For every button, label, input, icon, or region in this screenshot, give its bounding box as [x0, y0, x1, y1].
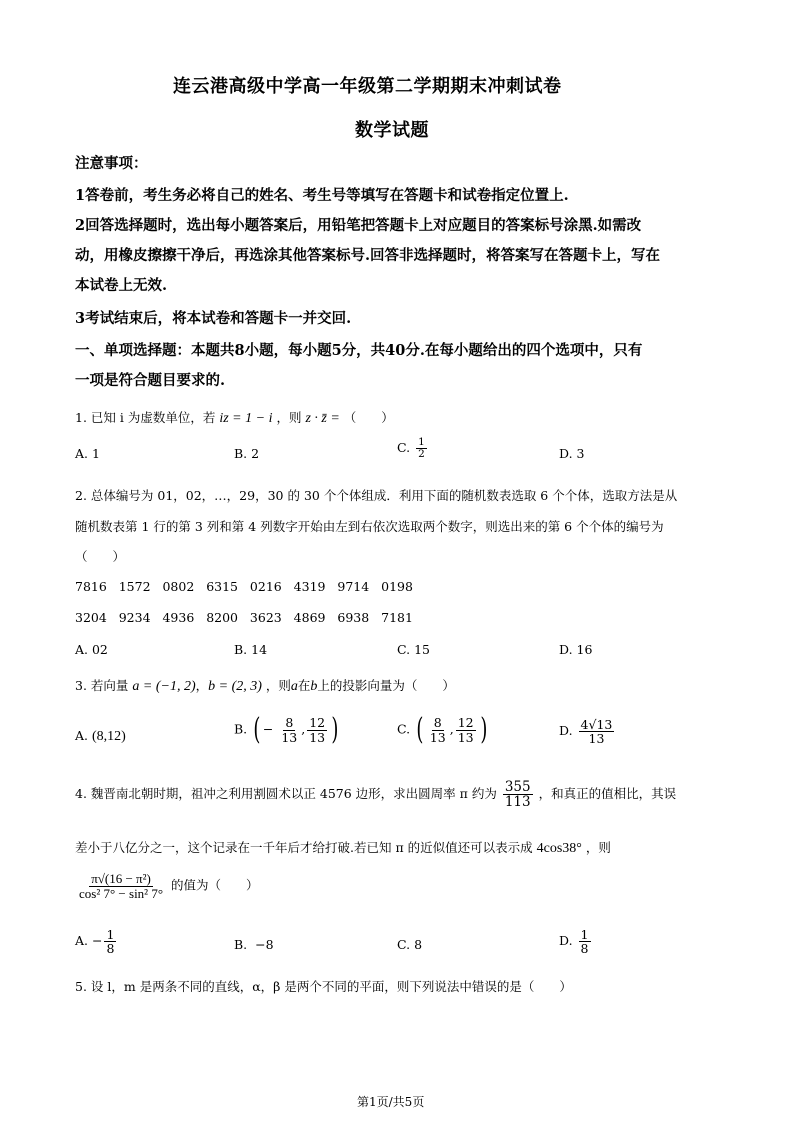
question-2-line-2: 随机数表第 1 行的第 3 列和第 4 列数字开始由左到右依次选取两个数字，则选出来的第 6 个个体的编号为: [75, 519, 664, 534]
q1-expr-1: iz = 1 − i: [219, 411, 273, 426]
q4-option-a-label: A.: [75, 933, 89, 949]
q3-option-d-label: D.: [559, 723, 573, 739]
question-4-line-3: [75, 872, 259, 900]
right-paren: ): [479, 712, 487, 747]
random-number-row-2: 3204 9234 4936 8200 3623 4869 6938 7181: [75, 610, 413, 625]
q4-line-3-text: 的值为（ ）: [171, 877, 259, 893]
q3-a-symbol: a: [290, 679, 298, 694]
minus-sign: −: [262, 721, 274, 737]
question-1: [75, 408, 394, 427]
section-heading-line-2: 一项是符合题目要求的.: [75, 372, 226, 389]
q1-option-d: D. 3: [559, 446, 585, 461]
q1-option-c-fraction: [416, 437, 427, 460]
question-5: 5. 设 l，m 是两条不同的直线，α，β 是两个不同的平面，则下列说法中错误的是（ ）: [75, 979, 572, 994]
fraction-numerator: 12: [309, 715, 326, 731]
q2-option-a: A. 02: [75, 642, 108, 657]
notice-item-2-line-1: 2回答选择题时，选出每小题答案后，用铅笔把答题卡上对应题目的答案标号涂黑.如需改: [75, 217, 642, 234]
q3-option-d-fraction: [579, 718, 615, 745]
q3-vector-b: b = (2, 3): [208, 679, 262, 694]
fraction-numerator: π√(16 − π²): [91, 871, 151, 886]
question-2-line-3: （ ）: [75, 549, 126, 564]
q1-option-c-label: C.: [397, 440, 411, 456]
fraction-numerator: 8: [285, 715, 294, 731]
q1-text-c: （ ）: [343, 410, 394, 425]
left-paren: (: [253, 712, 261, 747]
section-heading-line-1: 一、单项选择题：本题共8小题，每小题5分，共40分.在每小题给出的四个选项中，只有: [75, 342, 643, 359]
q3-text-d: 上的投影向量为（ ）: [317, 678, 455, 693]
q4-pi-fraction: [503, 780, 533, 809]
fraction-denominator: 8: [106, 941, 115, 957]
q3-option-a: [75, 728, 126, 745]
question-4-line-1: [75, 780, 676, 809]
q3-option-b-fraction-2: [307, 716, 327, 743]
fraction-denominator: 13: [588, 731, 605, 747]
q2-option-d: D. 16: [559, 642, 593, 657]
notice-item-2-line-3: 本试卷上无效.: [75, 277, 168, 294]
left-paren: (: [416, 712, 424, 747]
fraction-numerator: 1: [106, 927, 115, 942]
fraction-denominator: 13: [457, 729, 474, 745]
q4-option-a: [75, 928, 118, 955]
fraction-numerator: 1: [580, 927, 589, 942]
q4-option-c: C. 8: [397, 937, 423, 952]
page-title: 连云港高级中学高一年级第二学期期末冲刺试卷: [173, 76, 562, 97]
q3-option-b-label: B.: [234, 721, 248, 737]
fraction-numerator: 8: [433, 715, 442, 731]
q2-option-c: C. 15: [397, 642, 430, 657]
fraction-denominator: 8: [580, 941, 589, 957]
q3-text-b: ，则: [265, 678, 291, 693]
q4-option-d-fraction: [579, 928, 591, 955]
notice-heading: 注意事项：: [75, 155, 148, 172]
notice-item-2-line-2: 动，用橡皮擦擦干净后，再选涂其他答案标号.回答非选择题时，将答案写在答题卡上，写在: [75, 247, 661, 264]
q3-vector-a: a = (−1, 2): [132, 679, 196, 694]
fraction-denominator: 13: [281, 729, 298, 745]
fraction-denominator: cos² 7° − sin² 7°: [79, 885, 164, 901]
q1-option-a: A. 1: [75, 446, 100, 461]
q4-option-d-label: D.: [559, 933, 573, 949]
q3-b-symbol: b: [310, 679, 318, 694]
q4-line-1-text-b: ，和真正的值相比，其误: [538, 786, 677, 802]
q1-text-b: ，则: [276, 410, 302, 425]
q3-text-a: 3. 若向量: [75, 678, 129, 693]
fraction-numerator: 355: [504, 779, 531, 795]
q1-option-b: B. 2: [234, 446, 260, 461]
q3-separator: ，: [195, 678, 209, 693]
q4-line-1-text-a: 4. 魏晋南北朝时期，祖冲之利用割圆术以正 4576 边形，求出圆周率 π 约为: [75, 786, 497, 802]
fraction-denominator: 2: [418, 448, 425, 461]
q3-option-b: B. ( − $\frac{8}{13}$ , $\frac{12}{13}$ ): [234, 712, 339, 747]
fraction-numerator: 1: [418, 436, 425, 448]
right-paren: ): [331, 712, 339, 747]
q3-option-a-value: (8,12): [92, 729, 126, 744]
q3-option-c-fraction-2: [456, 716, 476, 743]
question-4-line-2: [75, 838, 611, 857]
random-number-row-1: 7816 1572 0802 6315 0216 4319 9714 0198: [75, 579, 413, 594]
q4-option-a-fraction: [104, 928, 116, 955]
notice-item-3: 3考试结束后，将本试卷和答题卡一并交回.: [75, 310, 352, 327]
question-2-line-1: 2. 总体编号为 01，02，…，29，30 的 30 个个体组成．利用下面的随机数表选取 6 个个体，选取方法是从: [75, 488, 678, 503]
fraction-numerator: 4√13: [580, 717, 613, 732]
q4-option-b: B. −8: [234, 937, 274, 952]
q2-option-b: B. 14: [234, 642, 268, 657]
fraction-denominator: 13: [429, 729, 446, 745]
q4-line-2-text-a: 差小于八亿分之一，这个记录在一千年后才给打破.若已知 π 的近似值还可以表示成: [75, 840, 533, 855]
q3-option-a-label: A.: [75, 728, 89, 743]
q4-main-fraction: [77, 872, 165, 900]
q3-option-d: [559, 718, 616, 745]
fraction-numerator: 12: [457, 715, 474, 731]
q4-line-2-text-b: ，则: [585, 840, 611, 855]
q3-text-c: 在: [297, 678, 311, 693]
page-subtitle: 数学试题: [355, 120, 429, 141]
question-3: [75, 676, 455, 695]
fraction-denominator: 113: [504, 794, 531, 811]
q3-option-c-label: C.: [397, 721, 411, 737]
q4-option-a-sign: −: [92, 933, 103, 949]
q1-text-a: 1. 已知 i 为虚数单位，若: [75, 410, 216, 425]
q3-option-c: C. ( $\frac{8}{13}$ , $\frac{12}{13}$ ): [397, 712, 487, 747]
q1-option-c: [397, 437, 429, 460]
fraction-denominator: 13: [309, 729, 326, 745]
q1-expr-2: z · z̄ =: [305, 411, 340, 426]
page-footer: 第1页/共5页: [357, 1095, 425, 1109]
q3-option-b-fraction-1: [279, 716, 299, 743]
q4-option-d: [559, 928, 593, 955]
q3-option-c-fraction-1: [428, 716, 448, 743]
notice-item-1: 1答卷前，考生务必将自己的姓名、考生号等填写在答题卡和试卷指定位置上.: [75, 187, 569, 204]
q4-cos-expression: 4cos38°: [536, 841, 582, 856]
